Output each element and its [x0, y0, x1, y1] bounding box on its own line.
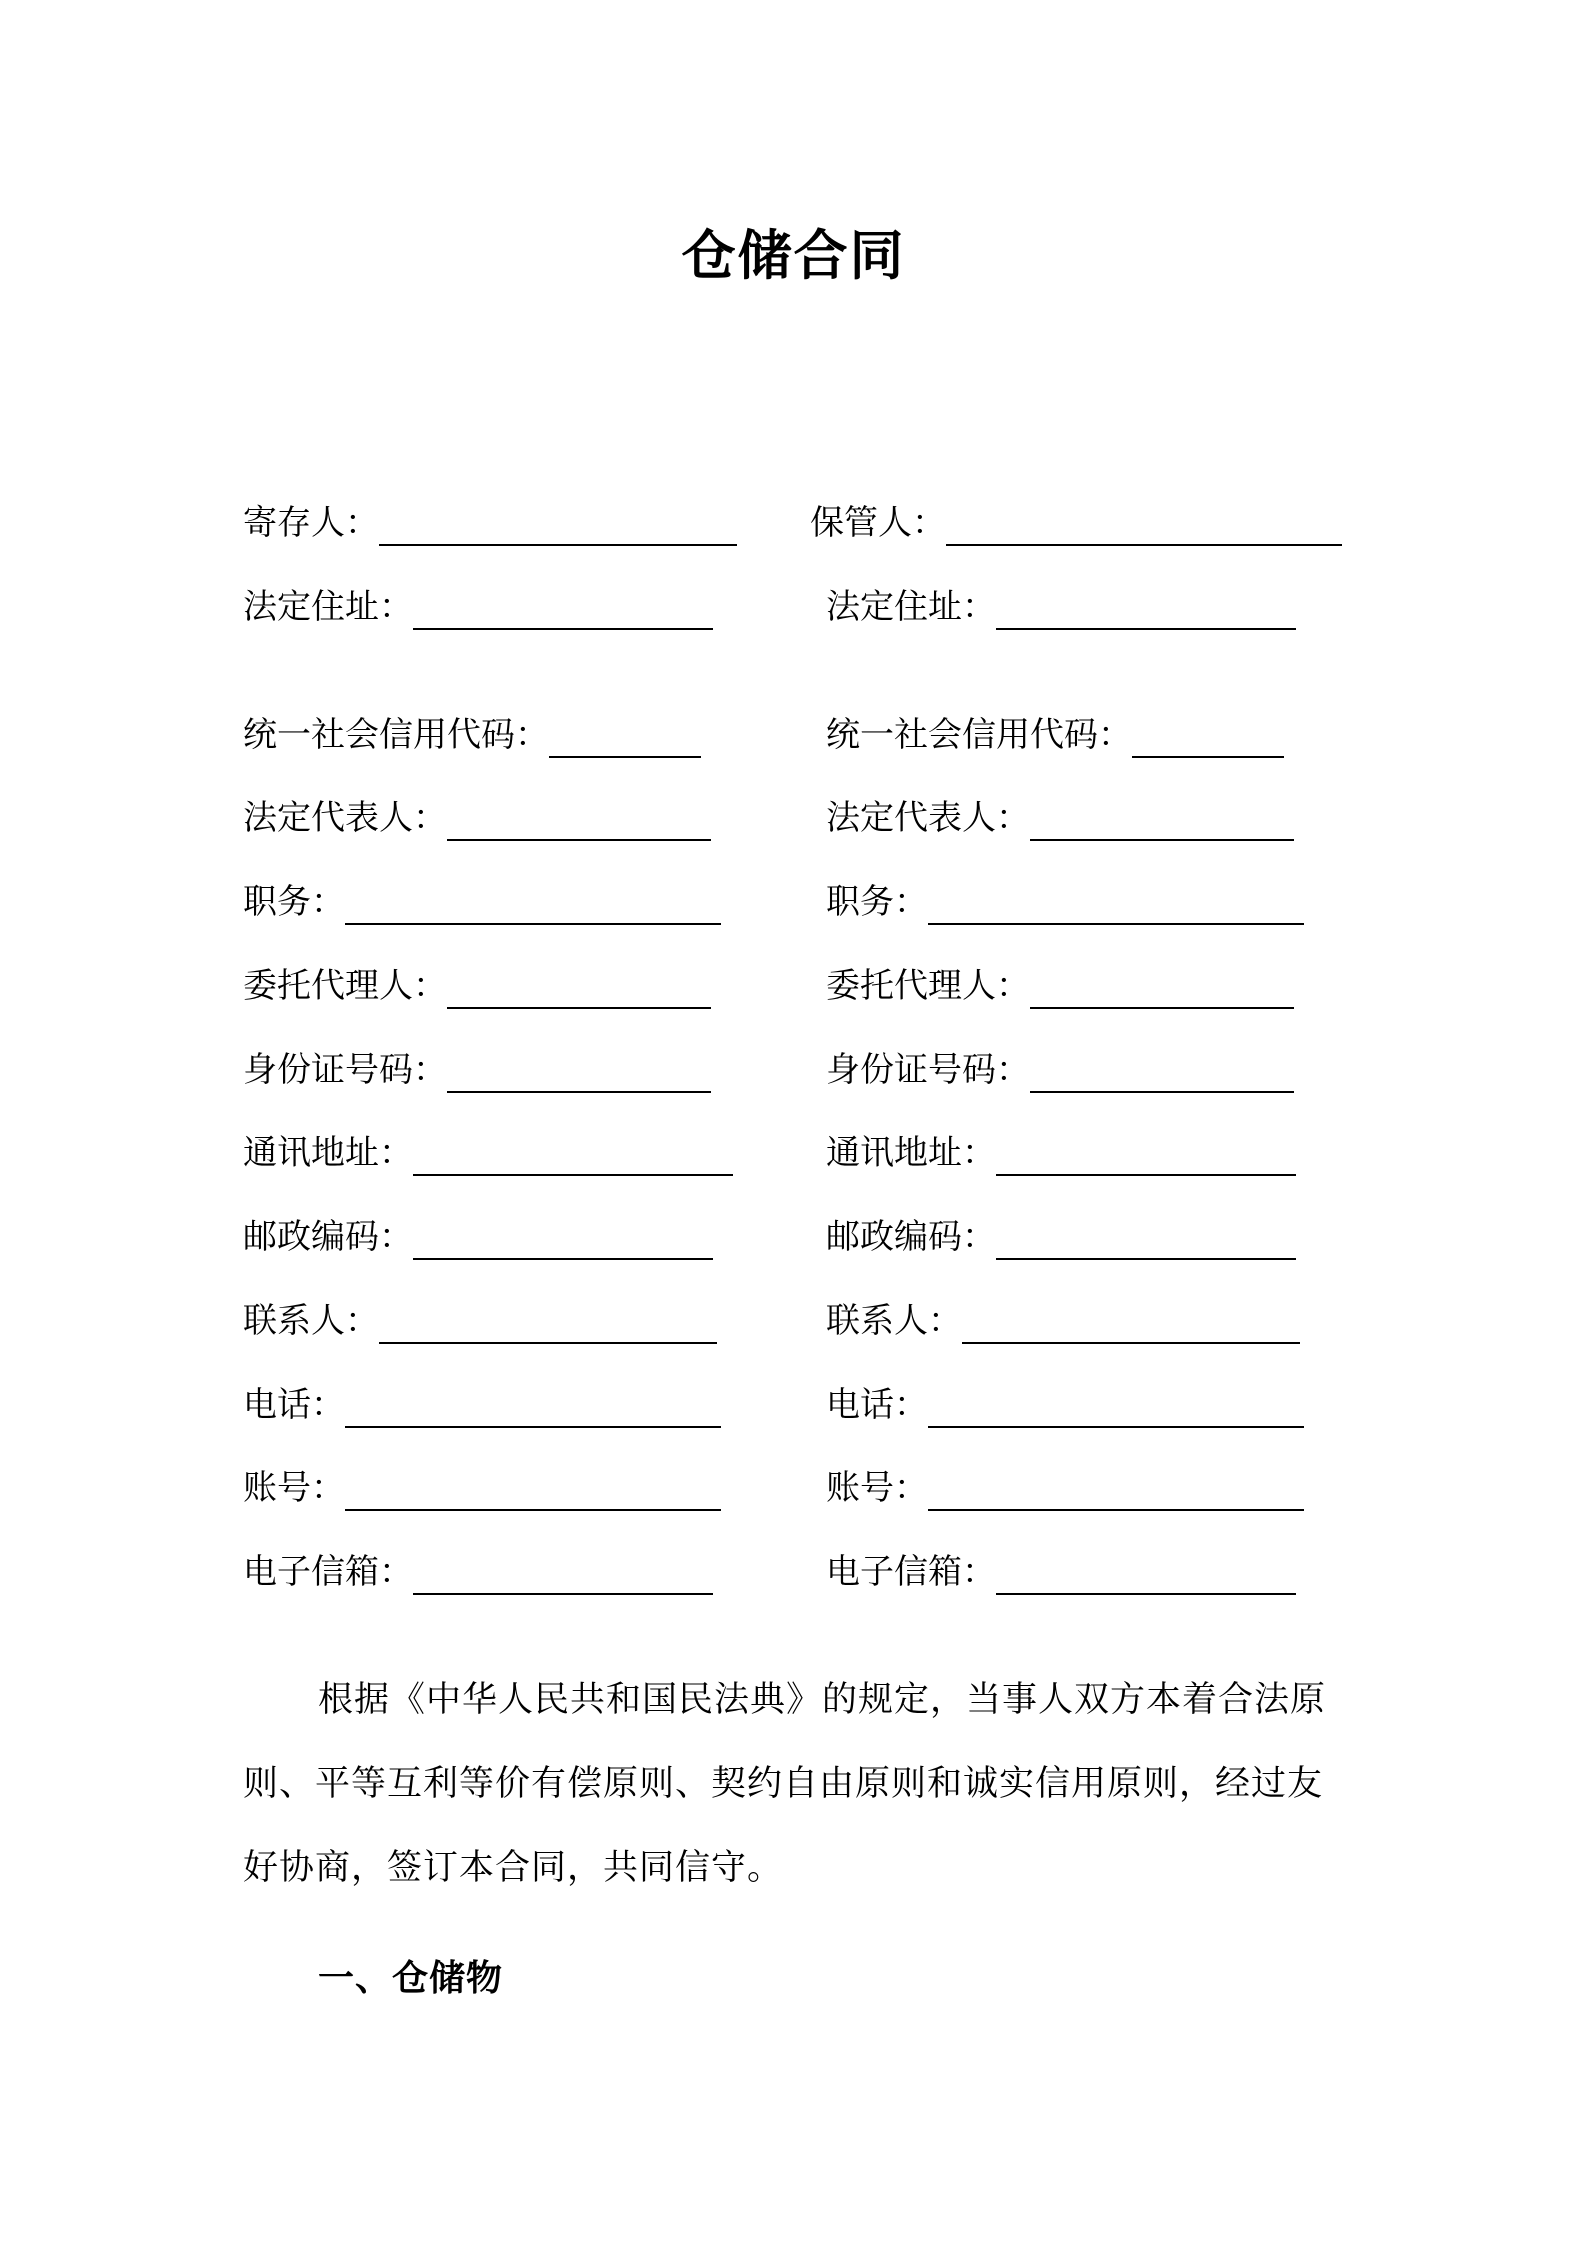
field-label: 通讯地址：	[243, 1133, 413, 1173]
blank-line[interactable]	[1030, 1055, 1294, 1093]
field-label: 职务：	[243, 882, 345, 922]
custodian-legal-rep-field	[826, 793, 1294, 841]
blank-line[interactable]	[962, 1306, 1300, 1344]
custodian-contact-field	[826, 1296, 1300, 1344]
depositor-id-field	[243, 1045, 711, 1093]
blank-line[interactable]	[447, 1055, 711, 1093]
field-label: 法定住址：	[243, 587, 413, 627]
depositor-field	[243, 498, 737, 546]
field-label: 职务：	[826, 882, 928, 922]
depositor-contact-field	[243, 1296, 717, 1344]
depositor-postcode-field	[243, 1212, 713, 1260]
field-label: 身份证号码：	[243, 1050, 447, 1090]
depositor-legal-rep-field	[243, 793, 711, 841]
custodian-postcode-field	[826, 1212, 1296, 1260]
custodian-credit-code-field	[826, 710, 1284, 758]
field-label: 法定住址：	[826, 587, 996, 627]
depositor-phone-field	[243, 1380, 721, 1428]
field-label: 电子信箱：	[826, 1552, 996, 1592]
field-label: 委托代理人：	[243, 966, 447, 1006]
blank-line[interactable]	[345, 887, 721, 925]
blank-line[interactable]	[928, 1473, 1304, 1511]
field-label: 委托代理人：	[826, 966, 1030, 1006]
custodian-agent-field	[826, 961, 1294, 1009]
preamble-paragraph: 根据《中华人民共和国民法典》的规定，当事人双方本着合法原则、平等互利等价有偿原则、契约自由原则和诚实信用原则，经过友好协商，签订本合同，共同信守。	[243, 1680, 1327, 1888]
field-label: 账号：	[826, 1468, 928, 1508]
field-label: 账号：	[243, 1468, 345, 1508]
depositor-agent-field	[243, 961, 711, 1009]
blank-line[interactable]	[1030, 971, 1294, 1009]
document-title: 仓储合同	[681, 223, 906, 287]
blank-line[interactable]	[345, 1390, 721, 1428]
blank-line[interactable]	[928, 887, 1304, 925]
blank-line[interactable]	[447, 971, 711, 1009]
field-label: 联系人：	[826, 1301, 962, 1341]
blank-line[interactable]	[413, 1222, 713, 1260]
depositor-account-field	[243, 1463, 721, 1511]
blank-line[interactable]	[413, 592, 713, 630]
blank-line[interactable]	[946, 508, 1342, 546]
blank-line[interactable]	[413, 1138, 733, 1176]
field-label: 法定代表人：	[826, 798, 1030, 838]
custodian-position-field	[826, 877, 1304, 925]
blank-line[interactable]	[928, 1390, 1304, 1428]
field-label: 统一社会信用代码：	[243, 715, 549, 755]
blank-line[interactable]	[379, 1306, 717, 1344]
blank-line[interactable]	[996, 1557, 1296, 1595]
blank-line[interactable]	[1132, 720, 1284, 758]
blank-line[interactable]	[996, 1138, 1296, 1176]
depositor-mail-address-field	[243, 1128, 733, 1176]
custodian-email-field	[826, 1547, 1296, 1595]
blank-line[interactable]	[345, 1473, 721, 1511]
field-label: 电子信箱：	[243, 1552, 413, 1592]
field-label: 联系人：	[243, 1301, 379, 1341]
blank-line[interactable]	[996, 1222, 1296, 1260]
depositor-address-field	[243, 582, 713, 630]
field-label: 寄存人：	[243, 503, 379, 543]
blank-line[interactable]	[447, 803, 711, 841]
field-label: 法定代表人：	[243, 798, 447, 838]
blank-line[interactable]	[1030, 803, 1294, 841]
custodian-account-field	[826, 1463, 1304, 1511]
section-heading-storage-goods: 一、仓储物	[318, 1957, 504, 1999]
field-label: 电话：	[243, 1385, 345, 1425]
field-label: 身份证号码：	[826, 1050, 1030, 1090]
depositor-email-field	[243, 1547, 713, 1595]
field-label: 保管人：	[810, 503, 946, 543]
blank-line[interactable]	[413, 1557, 713, 1595]
custodian-mail-address-field	[826, 1128, 1296, 1176]
field-label: 电话：	[826, 1385, 928, 1425]
custodian-phone-field	[826, 1380, 1304, 1428]
blank-line[interactable]	[379, 508, 737, 546]
field-label: 邮政编码：	[243, 1217, 413, 1257]
blank-line[interactable]	[549, 720, 701, 758]
blank-line[interactable]	[996, 592, 1296, 630]
field-label: 通讯地址：	[826, 1133, 996, 1173]
custodian-id-field	[826, 1045, 1294, 1093]
depositor-credit-code-field	[243, 710, 701, 758]
field-label: 统一社会信用代码：	[826, 715, 1132, 755]
custodian-address-field	[826, 582, 1296, 630]
field-label: 邮政编码：	[826, 1217, 996, 1257]
custodian-field	[810, 498, 1342, 546]
depositor-position-field	[243, 877, 721, 925]
